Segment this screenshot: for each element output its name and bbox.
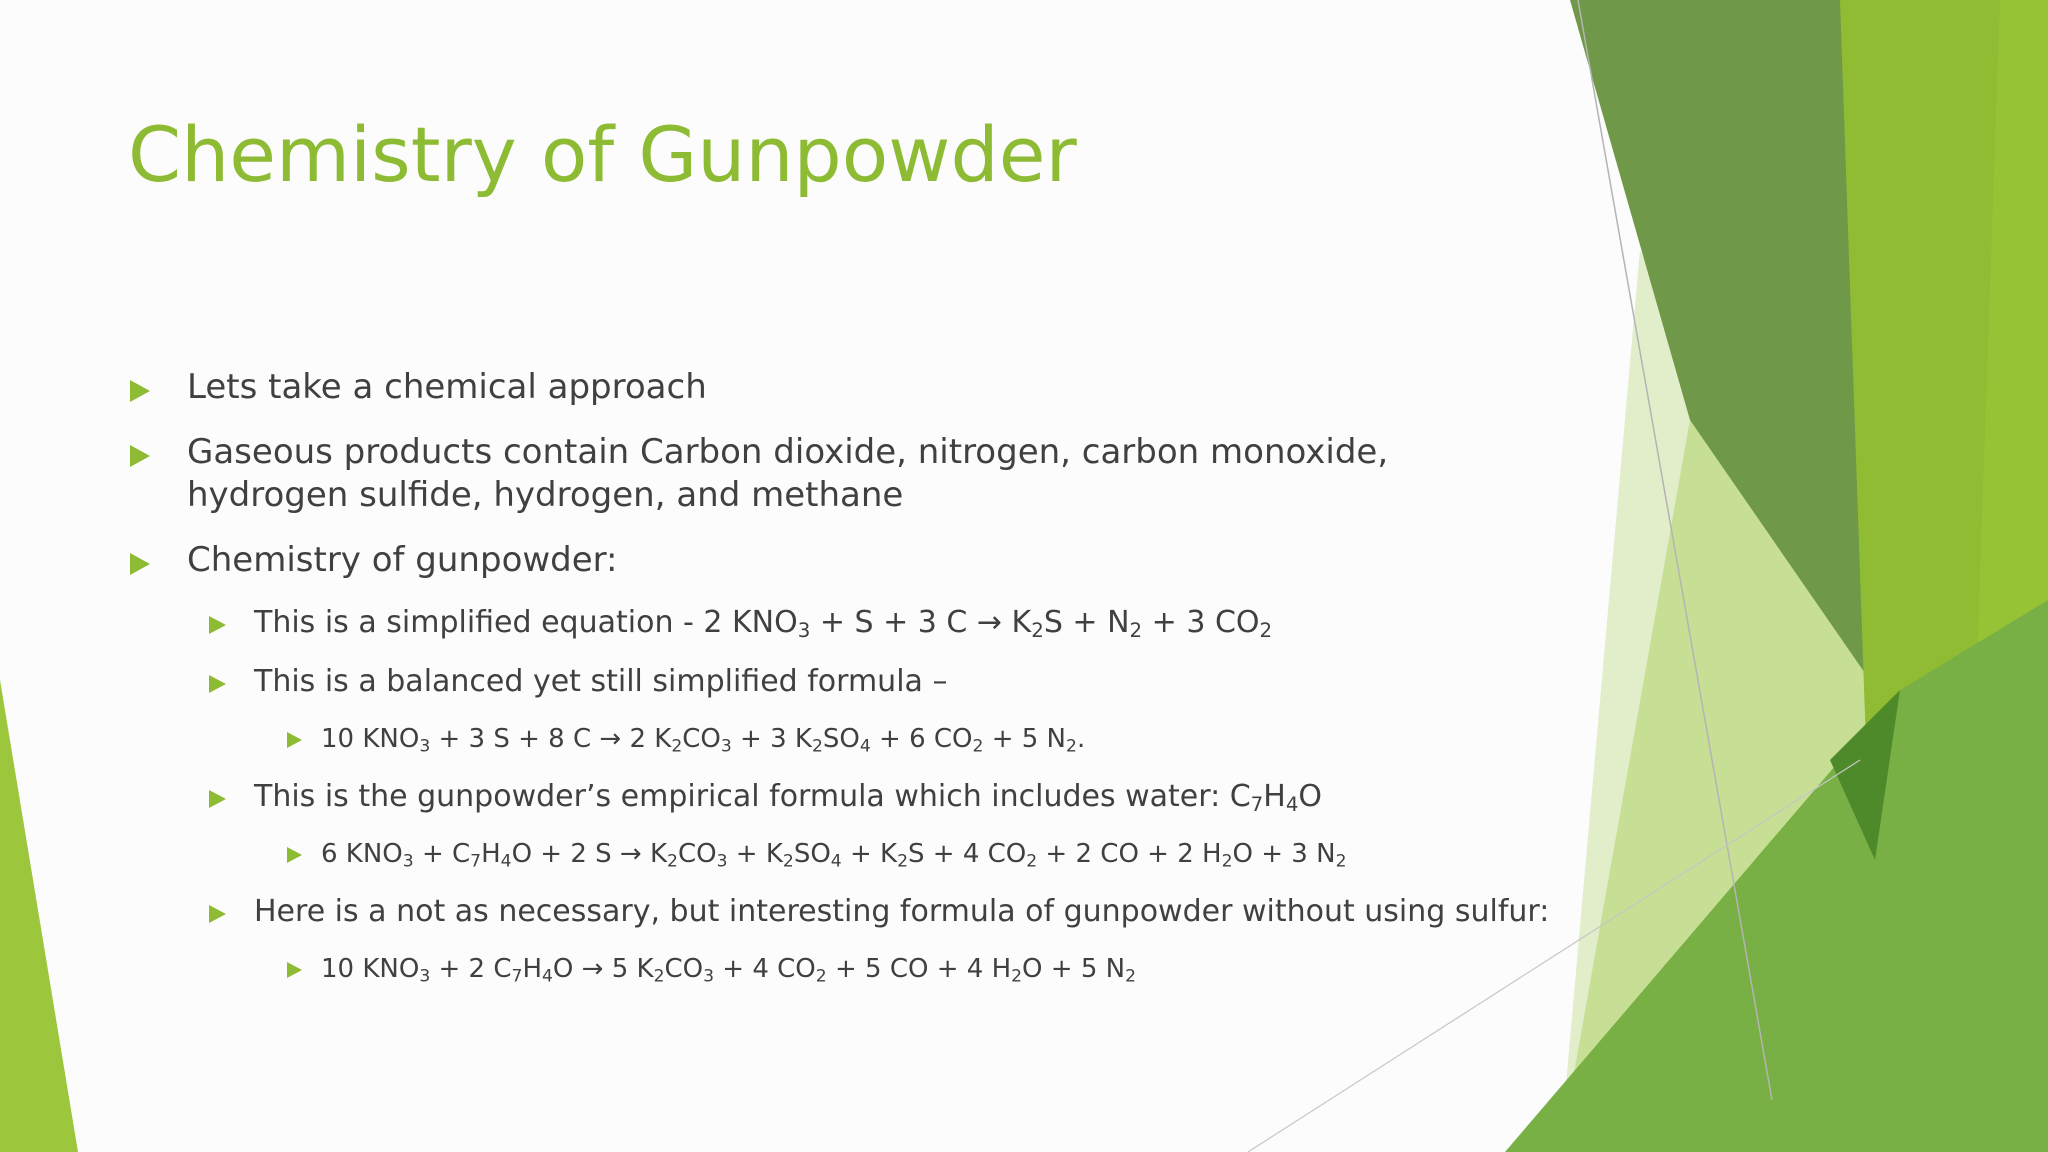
bullet-arrow-icon <box>130 445 150 467</box>
bullet-item <box>130 431 1550 517</box>
bullet-item <box>130 366 1550 409</box>
bullet-arrow-icon <box>209 790 226 808</box>
bullet-list <box>130 366 1550 1008</box>
sub-bullet-item <box>130 893 1550 931</box>
bullet-arrow-icon <box>130 380 150 402</box>
bullet-arrow-icon <box>130 553 150 575</box>
bullet-arrow-icon <box>209 616 226 634</box>
equation-text: This is a simplified equation - 2 $KNO_3 + S + 3$ $C \to K_2S + N_2 + 3$ $CO_2$ <box>254 605 1273 642</box>
bullet-arrow-icon <box>209 675 226 693</box>
bullet-text: This is a balanced yet still simplified formula – <box>254 664 948 699</box>
sub-bullet-item <box>130 778 1550 816</box>
equation-text: This is the gunpowder’s empirical formula which includes water: $C_7H_4O$ <box>254 779 1323 816</box>
sub-sub-bullet-item <box>130 952 1550 986</box>
sub-sub-bullet-item <box>130 837 1550 871</box>
bullet-arrow-icon <box>287 847 302 863</box>
bullet-arrow-icon <box>287 732 302 748</box>
slide-title: Chemistry of Gunpowder <box>128 110 1077 199</box>
sub-sub-bullet-item <box>130 722 1550 756</box>
equation-text: 6 $KNO_3 + C_7H_4O + 2$ $S \to K_2CO_3 + K_2SO_4 + K_2S + 4$ $CO_2 + 2$ CO + 2 $H_2O + 3$ $N_2$ <box>321 839 1347 872</box>
bullet-item <box>130 539 1550 582</box>
bullet-arrow-icon <box>209 905 226 923</box>
bullet-arrow-icon <box>287 962 302 978</box>
equation-text: 10 $KNO_3 + 2$ $C_7H_4O \to 5$ $K_2CO_3 + 4$ $CO_2 + 5$ CO + 4 $H_2O + 5$ $N_2$ <box>321 954 1137 987</box>
bullet-text: Gaseous products contain Carbon dioxide, nitrogen, carbon monoxide, hydrogen sulfide, hydrogen, and methane <box>187 432 1389 515</box>
bullet-text: Lets take a chemical approach <box>187 367 707 407</box>
bullet-text: Chemistry of gunpowder: <box>187 540 618 580</box>
left-accent-shape <box>0 680 78 1152</box>
sub-bullet-item <box>130 663 1550 701</box>
equation-text: 10 $KNO_3 + 3$ S + 8 C → 2 $K_2CO_3 + 3$ $K_2SO_4 + 6$ $CO_2 + 5$ $N_2$. <box>321 724 1086 757</box>
sub-bullet-item <box>130 604 1550 642</box>
bullet-text: Here is a not as necessary, but interesting formula of gunpowder without using sulfur: <box>254 894 1550 929</box>
